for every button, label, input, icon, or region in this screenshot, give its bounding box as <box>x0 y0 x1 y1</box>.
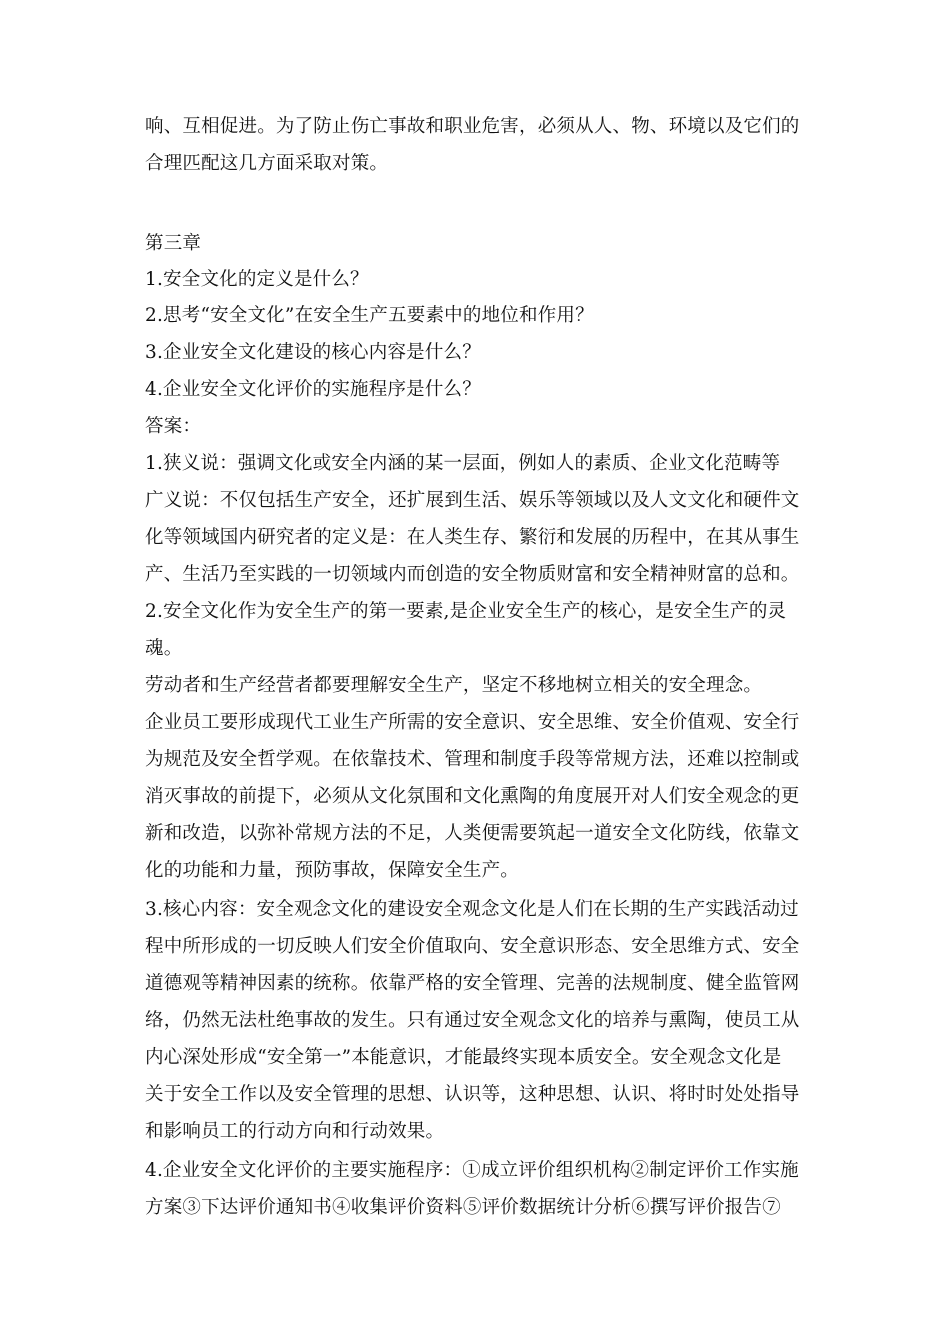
answer-line: 化的功能和力量，预防事故，保障安全生产。 <box>145 860 520 881</box>
question-item: 3.企业安全文化建设的核心内容是什么？ <box>145 342 481 363</box>
question-item: 2.思考“安全文化”在安全生产五要素中的地位和作用？ <box>145 305 594 326</box>
answer-line: 4.企业安全文化评价的主要实施程序：①成立评价组织机构②制定评价工作实施 <box>145 1160 799 1181</box>
answer-line: 劳动者和生产经营者都要理解安全生产，坚定不移地树立相关的安全理念。 <box>145 675 763 696</box>
answer-line: 企业员工要形成现代工业生产所需的安全意识、安全思维、安全价值观、安全行 <box>145 712 800 733</box>
answer-line: 1.狭义说：强调文化或安全内涵的某一层面，例如人的素质、企业文化范畴等 <box>145 453 781 474</box>
answer-line: 程中所形成的一切反映人们安全价值取向、安全意识形态、安全思维方式、安全 <box>145 936 800 957</box>
answer-line: 广义说：不仅包括生产安全，还扩展到生活、娱乐等领域以及人文文化和硬件文 <box>145 490 800 511</box>
answer-line: 方案③下达评价通知书④收集评价资料⑤评价数据统计分析⑥撰写评价报告⑦ <box>145 1197 781 1218</box>
answer-line: 关于安全工作以及安全管理的思想、认识等，这种思想、认识、将时时处处指导 <box>145 1084 800 1105</box>
answer-line: 2.安全文化作为安全生产的第一要素,是企业安全生产的核心，是安全生产的灵 <box>145 601 787 622</box>
question-item: 1.安全文化的定义是什么？ <box>145 269 369 290</box>
answer-line: 产、生活乃至实践的一切领域内而创造的安全物质财富和安全精神财富的总和。 <box>145 564 800 585</box>
answer-line: 魂。 <box>145 638 183 659</box>
answer-heading: 答案： <box>145 416 202 437</box>
answer-line: 络，仍然无法杜绝事故的发生。只有通过安全观念文化的培养与熏陶，使员工从 <box>145 1010 800 1031</box>
answer-line: 和影响员工的行动方向和行动效果。 <box>145 1121 445 1142</box>
intro-line: 合理匹配这几方面采取对策。 <box>145 153 389 174</box>
question-item: 4.企业安全文化评价的实施程序是什么？ <box>145 379 481 400</box>
intro-line: 响、互相促进。为了防止伤亡事故和职业危害，必须从人、物、环境以及它们的 <box>145 116 800 137</box>
chapter-title: 第三章 <box>145 233 202 254</box>
answer-line: 内心深处形成“安全第一”本能意识，才能最终实现本质安全。安全观念文化是 <box>145 1047 782 1068</box>
answer-line: 道德观等精神因素的统称。依靠严格的安全管理、完善的法规制度、健全监管网 <box>145 973 800 994</box>
answer-line: 新和改造，以弥补常规方法的不足，人类便需要筑起一道安全文化防线，依靠文 <box>145 823 800 844</box>
answer-line: 为规范及安全哲学观。在依靠技术、管理和制度手段等常规方法，还难以控制或 <box>145 749 800 770</box>
answer-line: 3.核心内容：安全观念文化的建设安全观念文化是人们在长期的生产实践活动过 <box>145 899 799 920</box>
answer-line: 消灭事故的前提下，必须从文化氛围和文化熏陶的角度展开对人们安全观念的更 <box>145 786 800 807</box>
answer-line: 化等领域国内研究者的定义是：在人类生存、繁衍和发展的历程中，在其从事生 <box>145 527 800 548</box>
